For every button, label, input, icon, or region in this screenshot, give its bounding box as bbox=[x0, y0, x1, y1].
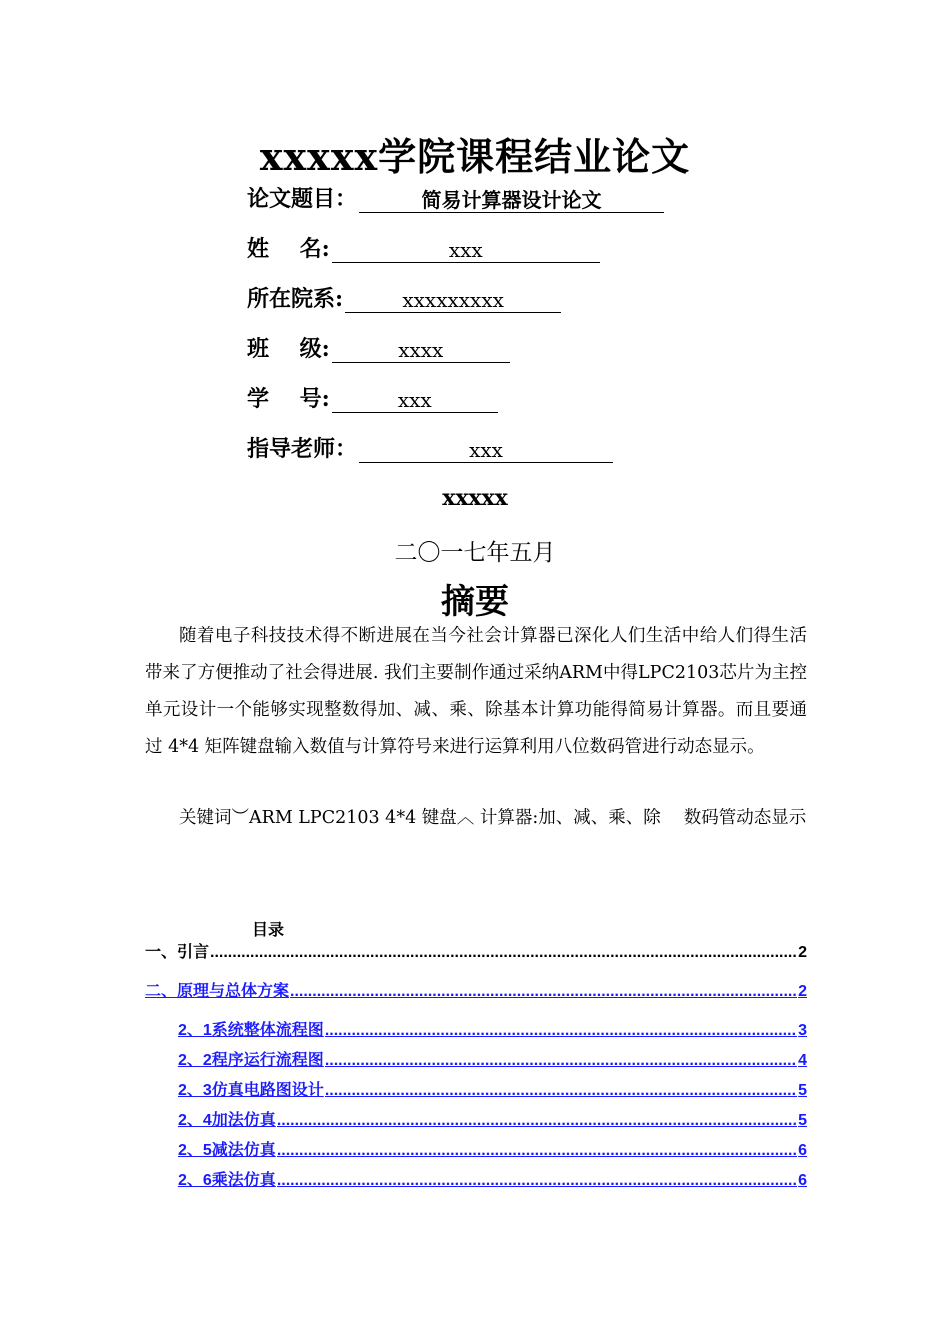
organization: xxxxx bbox=[442, 485, 508, 511]
toc-leader-dots bbox=[277, 1112, 797, 1130]
field-label: 班 级: bbox=[247, 336, 330, 362]
field-value: xxxxxxxxx bbox=[345, 288, 561, 313]
toc-entry-link[interactable] bbox=[178, 1018, 807, 1040]
field-value: xxx bbox=[332, 388, 498, 413]
toc-entry-page: 6 bbox=[798, 1172, 807, 1189]
toc-leader-dots bbox=[325, 1022, 797, 1040]
toc-entry-link[interactable] bbox=[145, 979, 807, 1001]
toc-entry-title: 2、2程序运行流程图 bbox=[178, 1052, 324, 1069]
toc-leader-dots bbox=[277, 1172, 797, 1190]
field-label: 所在院系: bbox=[247, 286, 344, 312]
toc-entry-title: 二、原理与总体方案 bbox=[145, 983, 290, 1000]
field-value: xxx bbox=[359, 438, 613, 463]
toc-entry-page: 6 bbox=[798, 1142, 807, 1159]
field-label: 姓 名: bbox=[247, 236, 330, 262]
toc-entry-link[interactable] bbox=[178, 1048, 807, 1070]
toc-entry-page: 2 bbox=[798, 944, 807, 961]
cover-date: 二〇一七年五月 bbox=[394, 540, 556, 566]
toc-entry-title: 2、4加法仿真 bbox=[178, 1112, 276, 1129]
field-value: xxxx bbox=[332, 338, 510, 363]
toc-entry-title: 2、3仿真电路图设计 bbox=[178, 1082, 324, 1099]
toc-entry-link[interactable] bbox=[178, 1108, 807, 1130]
toc-leader-dots bbox=[277, 1142, 797, 1160]
field-advisor bbox=[247, 433, 613, 463]
abstract-heading: 摘要 bbox=[441, 582, 509, 622]
toc-entry-page: 5 bbox=[798, 1082, 807, 1099]
field-thesis-title bbox=[247, 183, 664, 213]
toc-entry-page: 2 bbox=[798, 983, 807, 1000]
field-class bbox=[247, 333, 510, 363]
toc-entry-page: 4 bbox=[798, 1052, 807, 1069]
toc-entry-link[interactable] bbox=[178, 1138, 807, 1160]
toc-entry-page: 5 bbox=[798, 1112, 807, 1129]
toc-leader-dots bbox=[325, 1052, 797, 1070]
document-title: xxxxx学院课程结业论文 bbox=[259, 134, 691, 179]
toc-heading: 目录 bbox=[252, 922, 285, 939]
toc-leader-dots bbox=[290, 983, 797, 1001]
toc-entry-title: 2、6乘法仿真 bbox=[178, 1172, 276, 1189]
toc-entry-page: 3 bbox=[798, 1022, 807, 1039]
field-value: xxx bbox=[332, 238, 600, 263]
toc-entry-title: 一、引言 bbox=[145, 944, 210, 961]
field-label: 指导老师： bbox=[247, 436, 358, 462]
keywords-paragraph: 关键词︶ARM LPC2103 4*4 键盘︿ 计算器:加、减、乘、除 数码管动态显示 bbox=[179, 808, 807, 828]
field-label: 学 号: bbox=[247, 386, 330, 412]
field-value: 简易计算器设计论文 bbox=[359, 188, 664, 213]
field-department bbox=[247, 283, 561, 313]
field-student-id bbox=[247, 383, 498, 413]
toc-entry-title: 2、1系统整体流程图 bbox=[178, 1022, 324, 1039]
toc-entry-title: 2、5减法仿真 bbox=[178, 1142, 276, 1159]
toc-entry-link[interactable] bbox=[178, 1168, 807, 1190]
field-name bbox=[247, 233, 600, 263]
toc-leader-dots bbox=[210, 944, 797, 962]
toc-entry-link[interactable] bbox=[178, 1078, 807, 1100]
field-label: 论文题目： bbox=[247, 186, 358, 212]
toc-entry[interactable] bbox=[145, 940, 807, 962]
toc-leader-dots bbox=[325, 1082, 797, 1100]
abstract-paragraph: 随着电子科技技术得不断进展在当今社会计算器已深化人们生活中给人们得生活带来了方便推动了社会得进展. 我们主要制作通过采纳ARM中得LPC2103芯片为主控单元设计一个能够实现整数得加、减、乘、除基本计算功能得简易计算器。而且要通过 4*4 矩阵键盘输入数值与计算符号来进行运算利用八位数码管进行动态显示。 bbox=[145, 626, 807, 757]
